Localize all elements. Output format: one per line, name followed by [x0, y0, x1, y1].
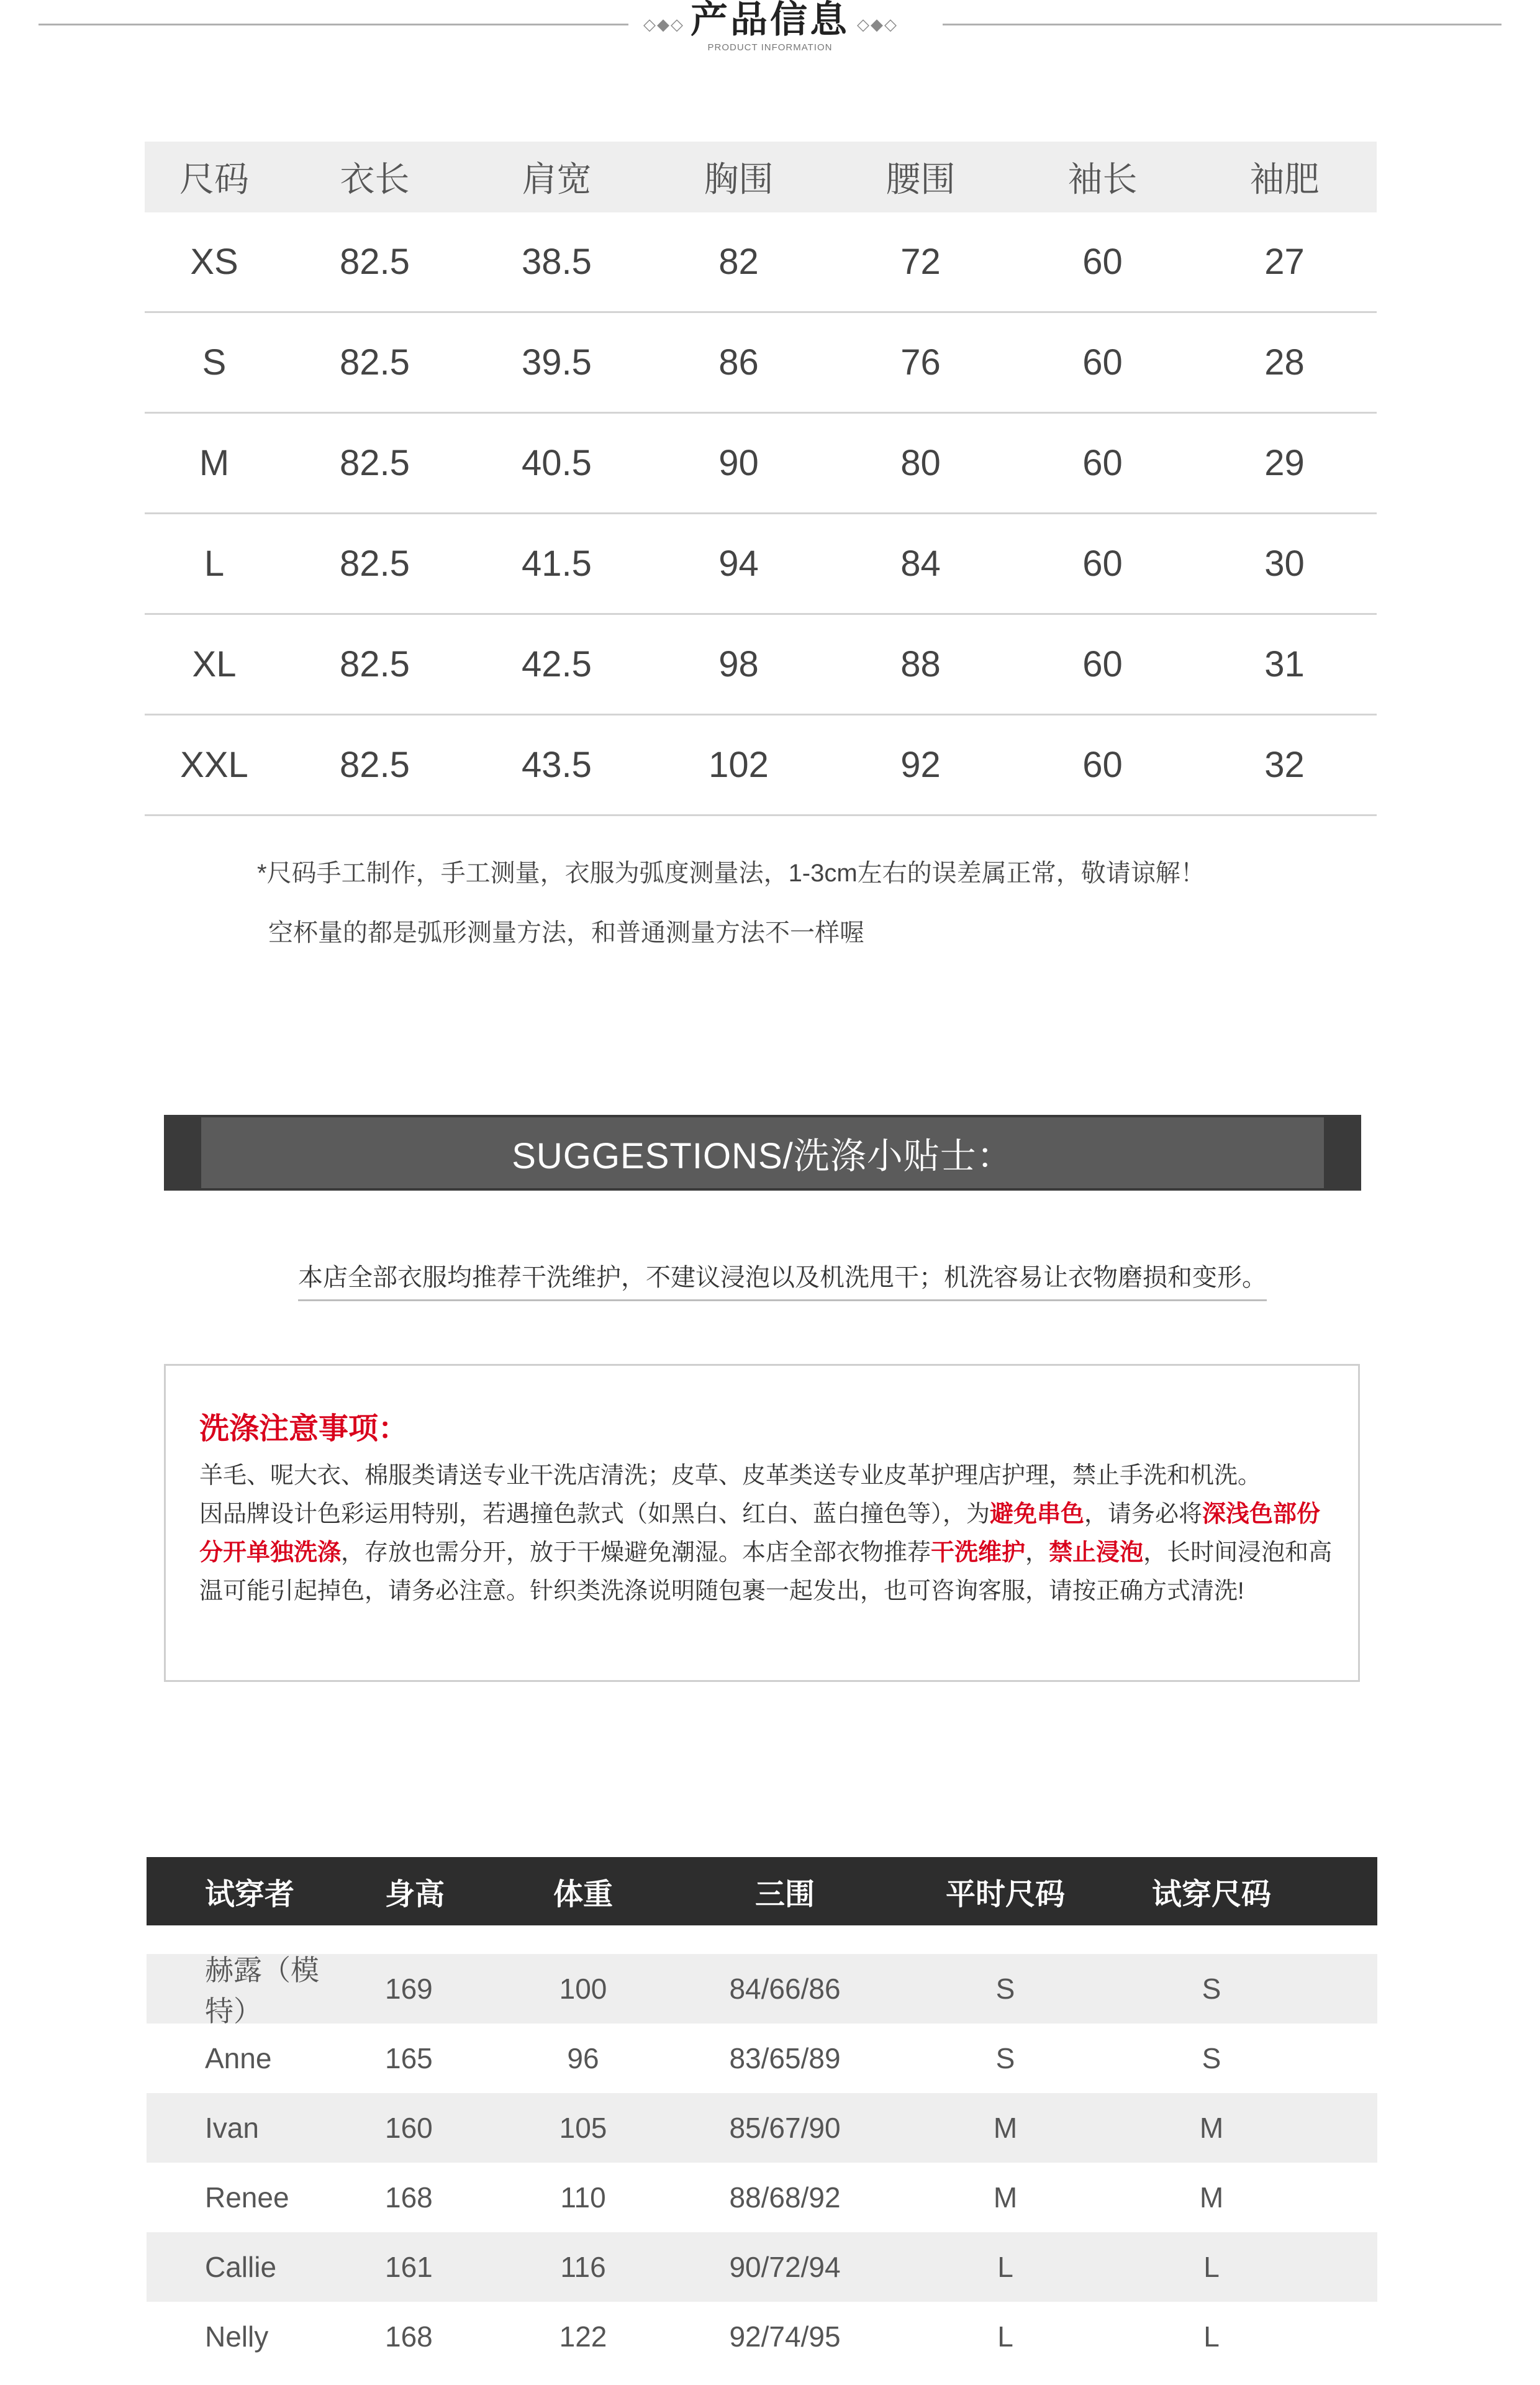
size-table-cell: 60 — [1082, 745, 1123, 785]
fit-table-cell: Nelly — [205, 2320, 269, 2353]
size-table-header — [145, 142, 1377, 212]
fit-table-cell: L — [1203, 2320, 1220, 2353]
size-table-cell: 39.5 — [522, 342, 592, 383]
size-table-cell: 29 — [1264, 443, 1305, 483]
size-table-cell: 31 — [1264, 644, 1305, 684]
fit-table-cell: 88/68/92 — [729, 2181, 841, 2214]
fit-table-cell: S — [995, 1973, 1015, 2005]
fit-table-cell: 83/65/89 — [729, 2042, 841, 2074]
size-table-cell: M — [199, 443, 230, 483]
fit-table-cell: 92/74/95 — [729, 2320, 841, 2353]
fit-table-cell: 168 — [385, 2181, 433, 2214]
fit-table-cell: L — [997, 2320, 1013, 2353]
care-text-segment: ，长时间浸泡和高温可能引起掉色，请务必注意。针织类洗涤说明随包裹一起发出，也可咨询客服，请按正确方式清洗! — [199, 1540, 1333, 1604]
fit-table-cell: 90/72/94 — [729, 2251, 841, 2283]
size-table-cell: 82.5 — [340, 342, 410, 383]
fit-table-cell: 161 — [385, 2251, 433, 2283]
size-table-cell: 80 — [900, 443, 941, 483]
care-notice-text — [199, 1456, 1336, 1610]
care-text-segment: ， — [1025, 1540, 1049, 1566]
size-table-cell: 82.5 — [340, 242, 410, 282]
fit-table-cell: L — [997, 2251, 1013, 2283]
size-table-cell: 41.5 — [522, 543, 592, 584]
size-table-cell: 60 — [1082, 543, 1123, 584]
care-paragraph-2 — [199, 1495, 1336, 1610]
size-table-cell: 88 — [900, 644, 941, 684]
fit-table-cell: 105 — [559, 2112, 607, 2144]
fit-table-cell: M — [993, 2112, 1018, 2144]
size-table-cell: XS — [190, 242, 238, 282]
size-header-cell: 袖肥 — [1249, 160, 1320, 199]
fit-table-cell: 169 — [385, 1973, 433, 2005]
size-table-cell: 94 — [718, 543, 759, 584]
size-table-cell: 32 — [1264, 745, 1305, 785]
size-header-cell: 腰围 — [886, 160, 956, 199]
fit-table-row — [147, 2163, 1377, 2232]
fit-table-cell: 85/67/90 — [729, 2112, 841, 2144]
size-table-cell: 42.5 — [522, 644, 592, 684]
size-table-cell: 82.5 — [340, 443, 410, 483]
header-line-right — [943, 24, 1502, 25]
size-table-cell: 84 — [900, 543, 941, 584]
fit-table-cell: Ivan — [205, 2112, 259, 2144]
size-table-cell: 38.5 — [522, 242, 592, 282]
size-table-cell: 82 — [718, 242, 759, 282]
fit-header-cell: 试穿者 — [205, 1878, 295, 1911]
fit-table-cell: 赫露（模特） — [205, 1954, 319, 2027]
fit-table-cell: Anne — [205, 2042, 272, 2074]
page-title: 产品信息 — [691, 0, 849, 40]
page-subtitle: PRODUCT INFORMATION — [707, 42, 833, 53]
fit-table-cell: 160 — [385, 2112, 433, 2144]
size-table-cell: 60 — [1082, 644, 1123, 684]
size-header-cell: 肩宽 — [522, 160, 592, 199]
fit-table-cell: 84/66/86 — [729, 1973, 841, 2005]
fit-header-cell: 三围 — [754, 1878, 815, 1911]
suggestions-banner-text: SUGGESTIONS/洗涤小贴士： — [512, 1136, 1013, 1176]
care-text-segment: ，存放也需分开，放于干燥避免潮湿。本店全部衣物推荐 — [341, 1540, 931, 1566]
size-table-row — [145, 615, 1377, 716]
size-table-cell: 90 — [718, 443, 759, 483]
fit-header-cell: 体重 — [553, 1878, 613, 1911]
care-notice-box — [164, 1364, 1360, 1682]
fit-table-cell: 122 — [559, 2320, 607, 2353]
fit-header-cell: 平时尺码 — [945, 1878, 1065, 1911]
fit-table-cell: 165 — [385, 2042, 433, 2074]
fit-table-cell: 168 — [385, 2320, 433, 2353]
size-header-cell: 衣长 — [340, 160, 410, 199]
header-ornament-left: ◇◆◇ — [643, 15, 684, 34]
fit-table-row — [147, 2232, 1377, 2302]
fit-table-row — [147, 2302, 1377, 2371]
size-table-cell: 72 — [900, 242, 941, 282]
size-table-cell: 82.5 — [340, 543, 410, 584]
size-table-cell: 60 — [1082, 443, 1123, 483]
size-table-cell: XXL — [180, 745, 248, 785]
size-table-cell: 27 — [1264, 242, 1305, 282]
size-header-cell: 尺码 — [179, 160, 249, 199]
care-highlight: 深浅色部份分开单独洗涤 — [199, 1501, 1321, 1566]
fit-table-cell: M — [1199, 2181, 1224, 2214]
care-notice-title: 洗涤注意事项： — [199, 1412, 409, 1445]
care-paragraph-1: 羊毛、呢大衣、棉服类请送专业干洗店清洗；皮草、皮革类送专业皮革护理店护理，禁止手洗和机洗。 — [199, 1463, 1262, 1489]
fit-table-header — [147, 1857, 1377, 1925]
size-table-row — [145, 414, 1377, 514]
size-header-cell: 袖长 — [1067, 160, 1138, 199]
size-table-cell: 28 — [1264, 342, 1305, 383]
size-table-cell: 82.5 — [340, 644, 410, 684]
fit-header-cell: 身高 — [385, 1878, 445, 1911]
size-table-cell: 76 — [900, 342, 941, 383]
suggestions-banner — [164, 1115, 1361, 1191]
fit-table-cell: S — [995, 2042, 1015, 2074]
fit-table-cell: 116 — [560, 2251, 606, 2283]
care-highlight: 避免串色 — [990, 1501, 1085, 1527]
care-text-segment: 因品牌设计色彩运用特别，若遇撞色款式（如黑白、红白、蓝白撞色等），为 — [199, 1501, 990, 1527]
size-table-cell: XL — [192, 644, 237, 684]
fit-table-row — [147, 1954, 1377, 2027]
fit-table-cell: M — [993, 2181, 1018, 2214]
size-table-row — [145, 313, 1377, 414]
header-ornament-right: ◇◆◇ — [857, 15, 898, 34]
size-table-cell: S — [202, 342, 227, 383]
care-highlight: 干洗维护 — [931, 1540, 1026, 1566]
size-table-cell: 82.5 — [340, 745, 410, 785]
care-highlight: 禁止浸泡 — [1049, 1540, 1144, 1566]
size-table-cell: L — [204, 543, 225, 584]
size-note-1: *尺码手工制作，手工测量，衣服为弧度测量法，1-3cm左右的误差属正常，敬请谅解！ — [257, 860, 1205, 887]
fit-table-cell: S — [1202, 2042, 1221, 2074]
suggestions-banner-inner — [201, 1117, 1324, 1188]
fit-table-cell: L — [1203, 2251, 1220, 2283]
fit-header-cell: 试穿尺码 — [1151, 1878, 1271, 1911]
fit-table-cell: 110 — [560, 2181, 606, 2214]
fit-table-cell: M — [1199, 2112, 1224, 2144]
size-table-row — [145, 514, 1377, 615]
size-table-cell: 43.5 — [522, 745, 592, 785]
size-table-cell: 60 — [1082, 242, 1123, 282]
size-table-cell: 102 — [709, 745, 769, 785]
size-table-cell: 98 — [718, 644, 759, 684]
size-table-row — [145, 212, 1377, 313]
size-table-cell: 60 — [1082, 342, 1123, 383]
fit-table-cell: S — [1202, 1973, 1221, 2005]
fit-table-cell: 96 — [567, 2042, 599, 2074]
fit-table-cell: 100 — [559, 1973, 607, 2005]
header-line-left — [38, 24, 628, 25]
size-table-cell: 30 — [1264, 543, 1305, 584]
washing-tip: 本店全部衣服均推荐干洗维护，不建议浸泡以及机洗甩干；机洗容易让衣物磨损和变形。 — [298, 1258, 1267, 1301]
fit-table-cell: Renee — [205, 2181, 289, 2214]
size-table-cell: 40.5 — [522, 443, 592, 483]
size-table-row — [145, 716, 1377, 816]
fit-table-row — [147, 2093, 1377, 2163]
fit-table-cell: Callie — [205, 2251, 277, 2283]
size-header-cell: 胸围 — [704, 160, 774, 199]
size-table — [145, 142, 1377, 816]
care-text-segment: ，请务必将 — [1084, 1501, 1203, 1527]
size-table-cell: 92 — [900, 745, 941, 785]
size-note-2: 空杯量的都是弧形测量方法，和普通测量方法不一样喔 — [268, 919, 864, 947]
size-table-cell: 86 — [718, 342, 759, 383]
fit-table-body — [147, 1954, 1377, 2371]
fit-table-row — [147, 2024, 1377, 2093]
